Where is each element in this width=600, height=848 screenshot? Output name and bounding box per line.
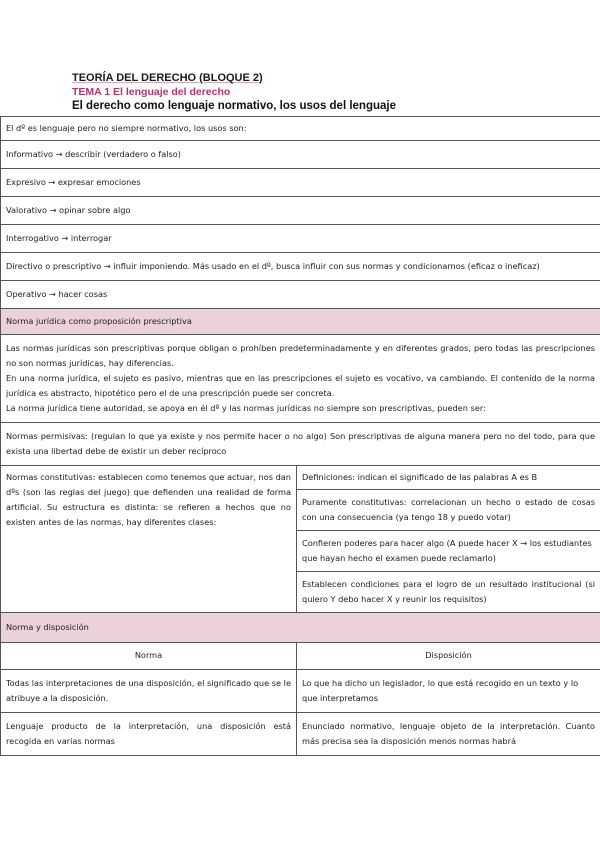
document-header — [72, 71, 396, 114]
use-item: Expresivo → expresar emociones — [1, 169, 600, 197]
section-heading-norma-juridica: Norma jurídica como proposición prescriptiva — [1, 309, 600, 335]
table-row — [1, 197, 600, 225]
table-row — [1, 713, 600, 756]
table-row — [1, 335, 600, 423]
table-row — [1, 253, 600, 281]
use-item: Informativo → describir (verdadero o falso) — [1, 141, 600, 169]
use-item: Interrogativo → interrogar — [1, 225, 600, 253]
column-header-disposicion: Disposición — [297, 643, 600, 670]
table-row — [1, 169, 600, 197]
table-row — [1, 643, 600, 670]
paragraph: En una norma jurídica, el sujeto es pasivo, mientras que en las prescripciones el sujeto es vocativo, va cambiando. El contenido de la norma jurídica es abstracto, hipotético pero el de una prescripción puede ser concreta. — [6, 373, 596, 398]
table-row — [1, 466, 600, 490]
table-row — [1, 141, 600, 169]
table-row — [1, 309, 600, 335]
table-row — [1, 670, 600, 713]
table-row — [1, 117, 600, 141]
use-item: Directivo o prescriptivo → influir imponiendo. Más usado en el dº, busca influir con sus normas y condicionarnos (eficaz o ineficaz) — [1, 253, 600, 281]
normas-permisivas: Normas permisivas: (regulan lo que ya existe y nos permite hacer o no algo) Son prescriptivas de alguna manera pero no del todo, para que exista una libertad debe de existir un deber recíproco — [1, 423, 600, 466]
clase-item: Confieren poderes para hacer algo (A puede hacer X → los estudiantes que hayan hecho el examen puede reclamarlo) — [297, 531, 600, 572]
table-row — [1, 613, 600, 643]
use-item: Valorativo → opinar sobre algo — [1, 197, 600, 225]
topic-title: TEMA 1 El lenguaje del derecho — [72, 86, 231, 98]
norma-juridica-body — [1, 335, 600, 423]
table-row — [1, 225, 600, 253]
clase-item: Definiciones: indican el significado de las palabras A es B — [297, 466, 600, 490]
disposicion-cell: Enunciado normativo, lenguaje objeto de la interpretación. Cuanto más precisa sea la disposición menos normas habrá — [297, 713, 600, 756]
paragraph: Las normas jurídicas son prescriptivas porque obligan o prohíben predeterminadamente y en diferentes grados, pero todas las prescripciones no son normas jurídicas, hay diferencias. — [6, 343, 596, 368]
norma-cell: Todas las interpretaciones de una disposición, el significado que se le atribuye a la disposición. — [1, 670, 297, 713]
table-row — [1, 281, 600, 309]
disposicion-cell: Lo que ha dicho un legislador, lo que está recogido en un texto y lo que interpretamos — [297, 670, 600, 713]
normas-constitutivas: Normas constitutivas: establecen como tenemos que actuar, nos dan dºs (son las reglas del juego) que defienden una realidad de forma artificial. Su estructura es distinta: se refieren a hechos que no existen antes de las normas, hay diferentes clases: — [1, 466, 297, 613]
clase-item: Establecen condiciones para el logro de un resultado institucional (si quiero Y debo hacer X y reunir los requisitos) — [297, 572, 600, 613]
section-subtitle: El derecho como lenguaje normativo, los usos del lenguaje — [72, 100, 396, 112]
uses-intro: El dº es lenguaje pero no siempre normativo, los usos son: — [1, 117, 600, 141]
paragraph: La norma jurídica tiene autoridad, se apoya en él dº y las normas jurídicas no siempre son prescriptivas, pueden ser: — [6, 403, 486, 413]
clase-item: Puramente constitutivas: correlacionan un hecho o estado de cosas con una consecuencia (ya tengo 18 y puedo votar) — [297, 490, 600, 531]
use-item: Operativo → hacer cosas — [1, 281, 600, 309]
column-header-norma: Norma — [1, 643, 297, 670]
table-row — [1, 423, 600, 466]
notes-table — [0, 116, 600, 756]
norma-cell: Lenguaje producto de la interpretación, una disposición está recogida en varias normas — [1, 713, 297, 756]
document-title: TEORÍA DEL DERECHO (BLOQUE 2) — [72, 72, 263, 84]
section-heading-norma-disposicion: Norma y disposición — [1, 613, 600, 643]
